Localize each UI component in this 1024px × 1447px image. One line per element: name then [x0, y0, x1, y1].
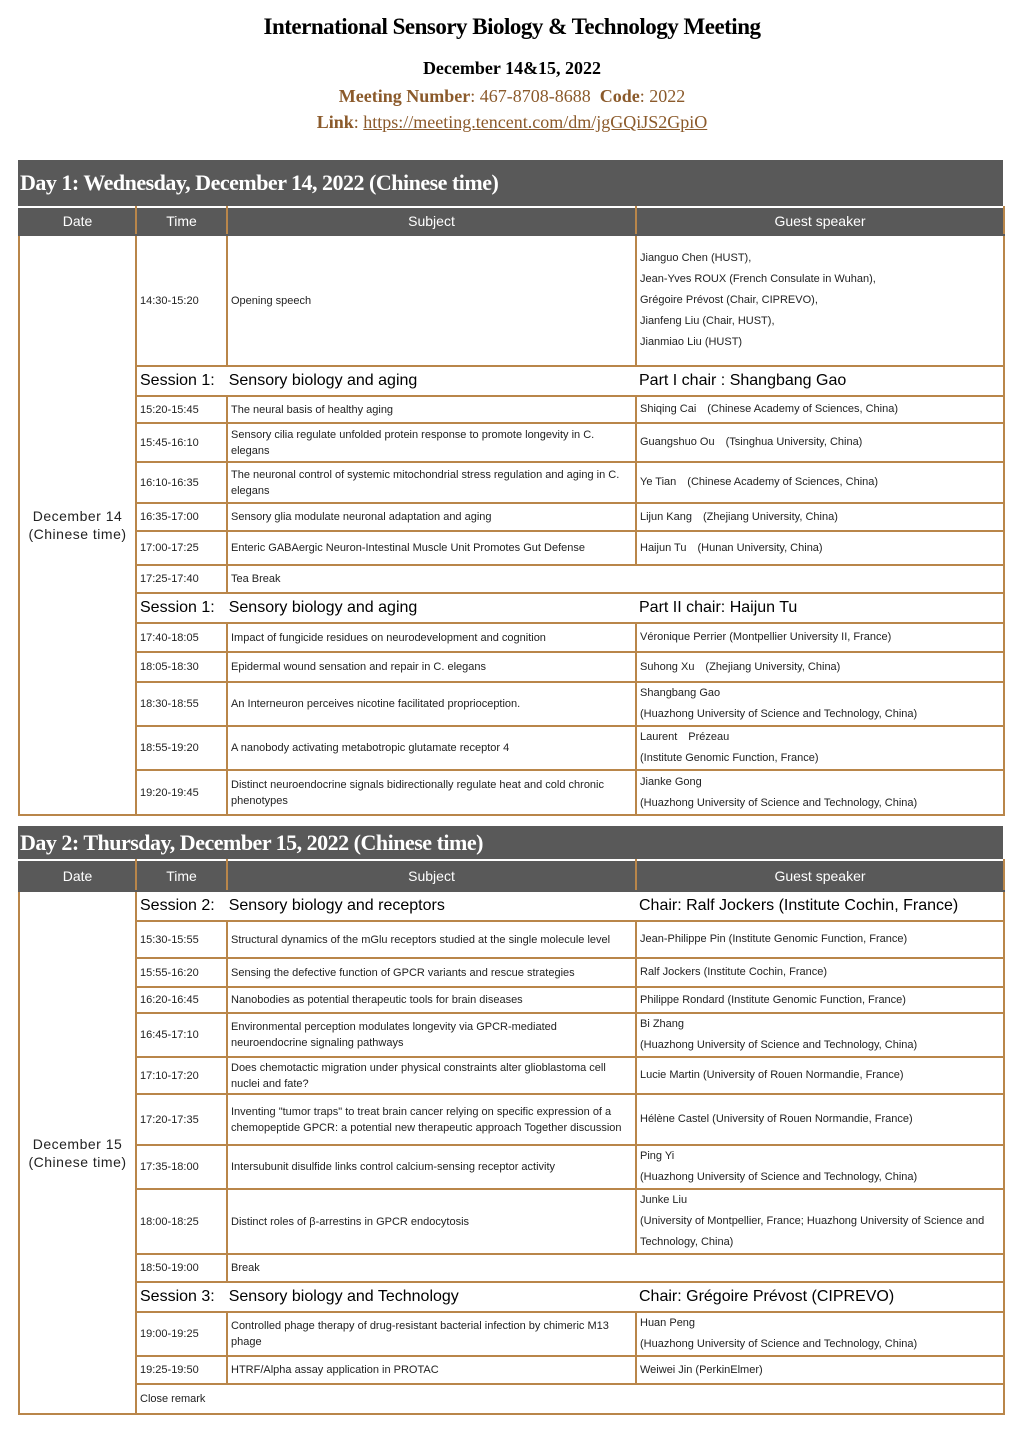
- column-header: Guest speaker: [636, 860, 1004, 891]
- time-cell: 19:00-19:25: [136, 1312, 227, 1356]
- speaker-cell: [636, 1356, 1004, 1384]
- time-cell: 17:25-17:40: [136, 565, 227, 593]
- time-cell: 17:20-17:35: [136, 1094, 227, 1145]
- time-cell: 17:40-18:05: [136, 623, 227, 652]
- session-chair: Chair: Ralf Jockers (Institute Cochin, France): [636, 891, 1004, 921]
- table-row: [19, 1013, 1004, 1057]
- table-row: [19, 1057, 1004, 1094]
- speaker-line: (Institute Genomic Function, France): [640, 752, 819, 764]
- schedule-table: [18, 206, 1005, 816]
- meeting-code: 2022: [649, 86, 686, 106]
- date-cell: [19, 891, 136, 1414]
- session-row: [19, 891, 1004, 921]
- session-label: Session 3:: [140, 1288, 215, 1305]
- speaker-line: Ping Yi: [640, 1150, 675, 1162]
- time-cell: 18:30-18:55: [136, 682, 227, 726]
- speaker-line: Hélène Castel (University of Rouen Normandie, France): [640, 1113, 913, 1125]
- speaker-line: Shangbang Gao: [640, 687, 721, 699]
- time-cell: 15:20-15:45: [136, 396, 227, 423]
- subject-cell: The neuronal control of systemic mitochondrial stress regulation and aging in C. elegans: [227, 462, 636, 503]
- speaker-cell: [636, 423, 1004, 462]
- subject-cell: Controlled phage therapy of drug-resistant bacterial infection by chimeric M13 phage: [227, 1312, 636, 1356]
- table-row: [19, 423, 1004, 462]
- session-title: Sensory biology and aging: [228, 372, 418, 389]
- time-cell: 17:35-18:00: [136, 1145, 227, 1189]
- speaker-line: Philippe Rondard (Institute Genomic Function, France): [640, 993, 906, 1006]
- speaker-line: Weiwei Jin (PerkinElmer): [640, 1363, 763, 1376]
- column-header: Date: [19, 860, 136, 891]
- day-2-schedule: [18, 826, 1003, 1415]
- speaker-line: (Huazhong University of Science and Technology, China): [640, 1171, 918, 1183]
- speaker-line: (Huazhong University of Science and Technology, China): [640, 708, 918, 720]
- speaker-line: (Huazhong University of Science and Technology, China): [640, 1338, 918, 1350]
- close-label: Close remark: [136, 1384, 1004, 1414]
- link-label: Link: [316, 112, 354, 132]
- table-row: [19, 682, 1004, 726]
- speaker-line: Haijun Tu (Hunan University, China): [640, 541, 823, 554]
- time-cell: 15:30-15:55: [136, 921, 227, 958]
- day-title: Day 1: Wednesday, December 14, 2022 (Chinese time): [18, 160, 1003, 206]
- session-label: Session 1:: [140, 372, 215, 389]
- table-row: [19, 1145, 1004, 1189]
- subject-cell: An Interneuron perceives nicotine facilitated proprioception.: [227, 682, 636, 726]
- speaker-line: Suhong Xu (Zhejiang University, China): [640, 660, 841, 673]
- subject-cell: Distinct neuroendocrine signals bidirectionally regulate heat and cold chronic phenotypes: [227, 770, 636, 815]
- time-cell: 16:20-16:45: [136, 987, 227, 1013]
- table-row: [19, 531, 1004, 565]
- speaker-cell: [636, 652, 1004, 682]
- table-row: [19, 987, 1004, 1013]
- subject-cell: Sensory cilia regulate unfolded protein response to promote longevity in C. elegans: [227, 423, 636, 462]
- time-cell: 18:55-19:20: [136, 726, 227, 770]
- table-row: [19, 235, 1004, 366]
- break-row: [19, 565, 1004, 593]
- session-title-cell: [136, 366, 636, 396]
- speaker-line: Lucie Martin (University of Rouen Normandie, France): [640, 1069, 904, 1081]
- speaker-cell: [636, 1189, 1004, 1254]
- meeting-dates: December 14&15, 2022: [422, 58, 602, 78]
- speaker-cell: [636, 235, 1004, 366]
- column-header: Time: [136, 207, 227, 235]
- speaker-line: Junke Liu: [640, 1194, 688, 1206]
- day-1-schedule: [18, 160, 1003, 816]
- meeting-info: Meeting Number: 467-8708-8688 Code: 2022: [338, 86, 686, 106]
- column-header: Time: [136, 860, 227, 891]
- table-header-row: [19, 207, 1004, 235]
- date-sub: (Chinese time): [28, 526, 127, 542]
- close-row: [19, 1384, 1004, 1414]
- speaker-line: Huan Peng: [640, 1317, 696, 1329]
- table-row: [19, 1189, 1004, 1254]
- time-cell: 19:25-19:50: [136, 1356, 227, 1384]
- table-row: [19, 770, 1004, 815]
- time-cell: 18:05-18:30: [136, 652, 227, 682]
- subject-cell: Distinct roles of β-arrestins in GPCR endocytosis: [227, 1189, 636, 1254]
- speaker-cell: [636, 1013, 1004, 1057]
- speaker-cell: [636, 726, 1004, 770]
- session-chair: Chair: Grégoire Prévost (CIPREVO): [636, 1282, 1004, 1312]
- speaker-cell: [636, 770, 1004, 815]
- time-cell: 17:10-17:20: [136, 1057, 227, 1094]
- session-title-cell: [136, 593, 636, 623]
- time-cell: 17:00-17:25: [136, 531, 227, 565]
- subject-cell: Sensory glia modulate neuronal adaptation and aging: [227, 503, 636, 531]
- meeting-number: 467-8708-8688: [479, 86, 591, 106]
- subject-cell: Does chemotactic migration under physical constraints alter glioblastoma cell nuclei and fate?: [227, 1057, 636, 1094]
- table-row: [19, 1094, 1004, 1145]
- schedule-table: [18, 859, 1005, 1415]
- session-title: Sensory biology and Technology: [228, 1288, 459, 1305]
- speaker-line: Lijun Kang (Zhejiang University, China): [640, 510, 838, 523]
- speaker-cell: [636, 682, 1004, 726]
- speaker-cell: [636, 396, 1004, 423]
- speaker-line: Grégoire Prévost (Chair, CIPREVO),: [640, 294, 818, 306]
- table-row: [19, 921, 1004, 958]
- table-row: [19, 1312, 1004, 1356]
- speaker-line: Véronique Perrier (Montpellier University II, France): [640, 631, 892, 643]
- subject-cell: Environmental perception modulates longevity via GPCR-mediated neuroendocrine signaling pathways: [227, 1013, 636, 1057]
- time-cell: 14:30-15:20: [136, 235, 227, 366]
- session-chair: Part II chair: Haijun Tu: [636, 593, 1004, 623]
- subject-cell: HTRF/Alpha assay application in PROTAC: [227, 1356, 636, 1384]
- time-cell: 16:35-17:00: [136, 503, 227, 531]
- subject-cell: Intersubunit disulfide links control calcium-sensing receptor activity: [227, 1145, 636, 1189]
- session-row: [19, 1282, 1004, 1312]
- column-header: Date: [19, 207, 136, 235]
- speaker-cell: [636, 531, 1004, 565]
- subject-cell: Epidermal wound sensation and repair in C. elegans: [227, 652, 636, 682]
- speaker-line: Jianmiao Liu (HUST): [640, 336, 743, 348]
- subject-cell: Impact of fungicide residues on neurodevelopment and cognition: [227, 623, 636, 652]
- date-sub: (Chinese time): [28, 1153, 127, 1170]
- speaker-cell: [636, 958, 1004, 987]
- time-cell: 16:45-17:10: [136, 1013, 227, 1057]
- time-cell: 15:45-16:10: [136, 423, 227, 462]
- speaker-cell: [636, 1312, 1004, 1356]
- table-row: [19, 623, 1004, 652]
- column-header: Guest speaker: [636, 207, 1004, 235]
- speaker-line: Ye Tian (Chinese Academy of Sciences, China): [640, 476, 879, 488]
- table-row: [19, 1356, 1004, 1384]
- speaker-line: Jianfeng Liu (Chair, HUST),: [640, 315, 775, 327]
- break-label: Break: [227, 1254, 1004, 1282]
- speaker-cell: [636, 1094, 1004, 1145]
- session-title-cell: [136, 1282, 636, 1312]
- table-header-row: [19, 860, 1004, 891]
- time-cell: 15:55-16:20: [136, 958, 227, 987]
- subject-cell: A nanobody activating metabotropic glutamate receptor 4: [227, 726, 636, 770]
- session-title-cell: [136, 891, 636, 921]
- speaker-line: (Huazhong University of Science and Technology, China): [640, 796, 918, 809]
- speaker-cell: [636, 623, 1004, 652]
- break-label: Tea Break: [227, 565, 1004, 593]
- meeting-number-label: Meeting Number: [338, 86, 471, 106]
- column-header: Subject: [227, 207, 636, 235]
- date-label: December 15: [32, 1135, 123, 1152]
- speaker-line: Laurent Prézeau: [640, 731, 730, 743]
- speaker-line: Jianke Gong: [640, 775, 702, 788]
- speaker-cell: [636, 462, 1004, 503]
- speaker-line: Guangshuo Ou (Tsinghua University, China): [640, 436, 863, 448]
- table-row: [19, 462, 1004, 503]
- session-label: Session 2:: [140, 897, 215, 914]
- table-row: [19, 652, 1004, 682]
- document-title: International Sensory Biology & Technology Meeting: [263, 14, 761, 39]
- code-label: Code: [599, 86, 640, 106]
- session-row: [19, 593, 1004, 623]
- time-cell: 16:10-16:35: [136, 462, 227, 503]
- subject-cell: Sensing the defective function of GPCR variants and rescue strategies: [227, 958, 636, 987]
- subject-cell: Inventing "tumor traps" to treat brain cancer relying on specific expression of a chemopeptide GPCR: a potential new therapeutic approach Together discussion: [227, 1094, 636, 1145]
- column-header: Subject: [227, 860, 636, 891]
- time-cell: 19:20-19:45: [136, 770, 227, 815]
- speaker-cell: [636, 987, 1004, 1013]
- subject-cell: Opening speech: [227, 235, 636, 366]
- time-cell: 18:00-18:25: [136, 1189, 227, 1254]
- speaker-line: Shiqing Cai (Chinese Academy of Sciences, China): [640, 403, 899, 415]
- speaker-cell: [636, 503, 1004, 531]
- break-row: [19, 1254, 1004, 1282]
- date-cell: [19, 235, 136, 815]
- speaker-cell: [636, 1145, 1004, 1189]
- subject-cell: Enteric GABAergic Neuron-Intestinal Muscle Unit Promotes Gut Defense: [227, 531, 636, 565]
- speaker-line: Jianguo Chen (HUST),: [640, 252, 752, 264]
- session-row: [19, 366, 1004, 396]
- subject-cell: The neural basis of healthy aging: [227, 396, 636, 423]
- subject-cell: Nanobodies as potential therapeutic tools for brain diseases: [227, 987, 636, 1013]
- speaker-line: (University of Montpellier, France; Huazhong University of Science and Technology, China): [640, 1215, 985, 1248]
- speaker-cell: [636, 921, 1004, 958]
- session-title: Sensory biology and aging: [228, 599, 418, 616]
- speaker-line: Ralf Jockers (Institute Cochin, France): [640, 966, 828, 978]
- speaker-line: Bi Zhang: [640, 1018, 685, 1030]
- table-row: [19, 503, 1004, 531]
- session-title: Sensory biology and receptors: [228, 897, 445, 914]
- date-label: December 14: [32, 508, 123, 524]
- speaker-line: (Huazhong University of Science and Technology, China): [640, 1039, 918, 1051]
- time-cell: 18:50-19:00: [136, 1254, 227, 1282]
- day-title: Day 2: Thursday, December 15, 2022 (Chinese time): [18, 826, 1003, 859]
- table-row: [19, 396, 1004, 423]
- table-row: [19, 958, 1004, 987]
- meeting-link-line: Link: https://meeting.tencent.com/dm/jgGQiJS2GpiO: [316, 112, 708, 132]
- speaker-cell: [636, 1057, 1004, 1094]
- session-label: Session 1:: [140, 599, 215, 616]
- table-row: [19, 726, 1004, 770]
- subject-cell: Structural dynamics of the mGlu receptors studied at the single molecule level: [227, 921, 636, 958]
- speaker-line: Jean-Philippe Pin (Institute Genomic Function, France): [640, 933, 908, 945]
- speaker-line: Jean-Yves ROUX (French Consulate in Wuhan),: [640, 273, 876, 285]
- session-chair: Part I chair : Shangbang Gao: [636, 366, 1004, 396]
- meeting-link[interactable]: https://meeting.tencent.com/dm/jgGQiJS2GpiO: [363, 112, 708, 132]
